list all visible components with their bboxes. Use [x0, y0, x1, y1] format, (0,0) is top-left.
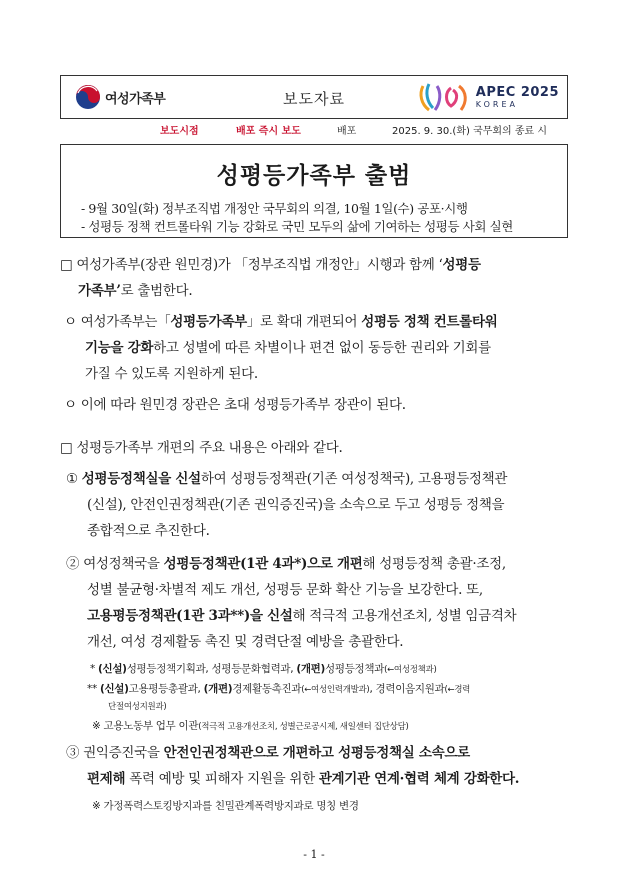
section1-bullet1-line3: 가질 수 있도록 지원하게 된다. [85, 366, 258, 382]
section1-bullet1-line2: 기능을 강화하고 성별에 따른 차별이나 편견 없이 동등한 권리와 기회를 [85, 340, 491, 356]
apec-emblem-icon [417, 80, 473, 114]
release-timing-label: 보도시점 [160, 126, 199, 137]
ministry-name: 여성가족부 [105, 91, 166, 107]
section1-bullet2: ㅇ 이에 따라 원민경 장관은 초대 성평등가족부 장관이 된다. [64, 397, 406, 413]
section2-intro: □ 성평등가족부 개편의 주요 내용은 아래와 같다. [60, 440, 343, 456]
item1-line2: (신설), 안전인권정책관(기존 권익증진국)을 소속으로 두고 성평등 정책을 [87, 497, 505, 513]
release-timing-value: 배포 즉시 보도 [236, 126, 301, 137]
apec-subtitle: KOREA [475, 99, 518, 109]
item1-line1: ① 성평등정책실을 신설하여 성평등정책관(기존 여성정책국), 고용평등정책관 [66, 471, 508, 487]
footnote-2: ** (신설)고용평등총괄과, (개편)경제활동촉진과(←여성인력개발과), 경력이음지원과(←경력 [87, 683, 471, 695]
subtitle-1: - 9월 30일(화) 정부조직법 개정안 국무회의 의결, 10월 1일(수) 공포·시행 [81, 201, 468, 216]
title-box [60, 144, 568, 238]
item1-line3: 종합적으로 추진한다. [87, 523, 210, 539]
item2-line3: 고용평등정책관(1관 3과**)을 신설해 적극적 고용개선조치, 성별 임금격차 [87, 608, 517, 624]
footnote-4: ※ 가정폭력스토킹방지과를 친밀관계폭력방지과로 명칭 변경 [92, 800, 359, 812]
section1-line1: □ 여성가족부(장관 원민경)가 「정부조직법 개정안」시행과 함께 ‘성평등 [60, 257, 481, 273]
item2-line4: 개선, 여성 경제활동 촉진 및 경력단절 예방을 총괄한다. [87, 634, 404, 650]
item2-line2: 성별 불균형·차별적 제도 개선, 성평등 문화 확산 기능을 보강한다. 또, [87, 582, 483, 598]
doc-type: 보도자료 [283, 90, 345, 108]
apec-logo [417, 80, 559, 114]
apec-title: APEC 2025 [475, 84, 559, 100]
item3-line2: 편제해 폭력 예방 및 피해자 지원을 위한 관계기관 연계·협력 체계 강화한다. [87, 771, 520, 787]
subtitle-2: - 성평등 정책 컨트롤타워 기능 강화로 국민 모두의 삶에 기여하는 성평등 사회 실현 [81, 219, 513, 234]
footnote-2-cont: 단절여성지원과) [108, 702, 167, 712]
page-number: - 1 - [303, 848, 325, 861]
footnote-3: ※ 고용노동부 업무 이관(적극적 고용개선조치, 성별근로공시제, 새일센터 집단상담) [92, 720, 409, 732]
item3-line1: ③ 권익증진국을 안전인권정책관으로 개편하고 성평등정책실 소속으로 [66, 745, 470, 761]
item2-line1: ② 여성정책국을 성평등정책관(1관 4과*)으로 개편해 성평등정책 총괄·조정, [66, 556, 506, 572]
distribution-label: 배포 [337, 126, 357, 137]
header-box [60, 75, 568, 119]
section1-bullet1-line1: ㅇ 여성가족부는「성평등가족부」로 확대 개편되어 성평등 정책 컨트롤타워 [64, 314, 498, 330]
distribution-value: 2025. 9. 30.(화) 국무회의 종료 시 [392, 126, 548, 137]
page-title: 성평등가족부 출범 [216, 163, 412, 189]
footnote-1: * (신설)성평등정책기획과, 성평등문화협력과, (개편)성평등정책과(←여성정책과) [90, 663, 437, 675]
section1-line2: 가족부’로 출범한다. [78, 283, 193, 299]
